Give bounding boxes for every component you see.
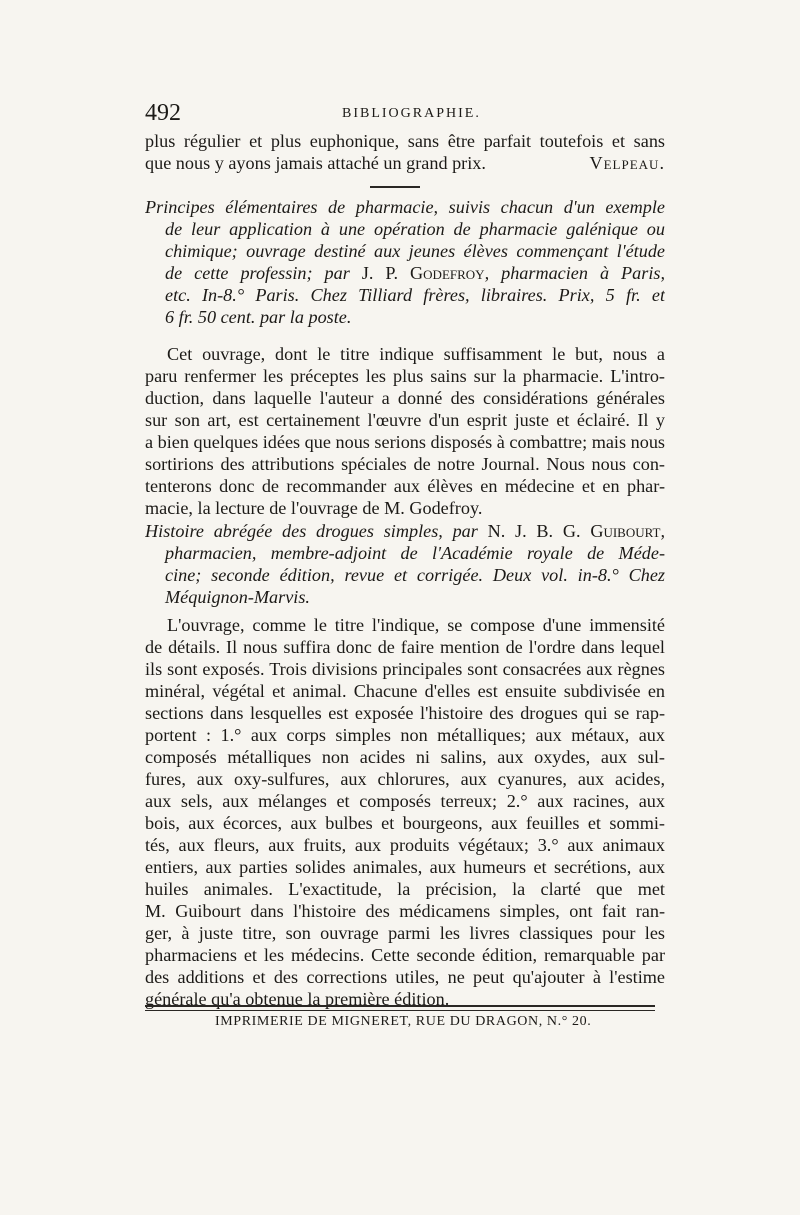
text-line: tenterons donc de recommander aux élèves en médecine et en phar-: [145, 476, 665, 496]
title-line: 6 fr. 50 cent. par la poste.: [165, 307, 352, 327]
text-line: sections dans lesquelles est exposée l'histoire des drogues qui se rap-: [145, 703, 665, 723]
text-line: entiers, aux parties solides animales, aux humeurs et secrétions, aux: [145, 857, 665, 877]
page-number: 492: [145, 100, 181, 126]
text-line: huiles animales. L'exactitude, la précision, la clarté que met: [145, 879, 665, 899]
title-line: Méquignon-Marvis.: [165, 587, 310, 607]
text-line: paru renfermer les préceptes les plus sains sur la pharmacie. L'intro-: [145, 366, 665, 386]
footer-rule: [145, 1005, 655, 1007]
text-line: fures, aux oxy-sulfures, aux chlorures, aux cyanures, aux acides,: [145, 769, 665, 789]
text-line: duction, dans laquelle l'auteur a donné des considérations générales: [145, 388, 665, 408]
title-line: cine; seconde édition, revue et corrigée. Deux vol. in-8.° Chez: [165, 565, 665, 585]
title-line: Principes élémentaires de pharmacie, suivis chacun d'un exemple: [145, 197, 665, 217]
page-header: [145, 100, 665, 132]
footer-rule-thin: [145, 1010, 655, 1011]
title-line: de leur application à une opération de pharmacie galénique ou: [165, 219, 665, 239]
printer-imprint: IMPRIMERIE DE MIGNERET, RUE DU DRAGON, N.° 20.: [215, 1014, 592, 1029]
text-line: L'ouvrage, comme le titre l'indique, se compose d'une immensité: [167, 615, 665, 635]
text-line: ger, à juste titre, son ouvrage parmi les livres classiques pour les: [145, 923, 665, 943]
text-line: M. Guibourt dans l'histoire des médicamens simples, ont fait ran-: [145, 901, 665, 921]
title-line: chimique; ouvrage destiné aux jeunes élèves commençant l'étude: [165, 241, 665, 261]
text-line: que nous y ayons jamais attaché un grand prix.: [145, 153, 486, 173]
entry2-review: [145, 614, 665, 1010]
text-line: des additions et des corrections utiles, ne peut qu'ajouter à l'estime: [145, 967, 665, 987]
text-line: de détails. Il nous suffira donc de faire mention de l'ordre dans lequel: [145, 637, 665, 657]
entry1-review: [145, 343, 665, 519]
text-line: sortirions des attributions spéciales de notre Journal. Nous nous con-: [145, 454, 665, 474]
text-line: bois, aux écorces, aux bulbes et bourgeons, aux feuilles et sommi-: [145, 813, 665, 833]
text-line: aux sels, aux mélanges et composés terreux; 2.° aux racines, aux: [145, 791, 665, 811]
running-title: BIBLIOGRAPHIE.: [342, 106, 481, 121]
title-line: Histoire abrégée des drogues simples, par N. J. B. G. Guibourt,: [145, 521, 665, 541]
text-line: plus régulier et plus euphonique, sans être parfait toutefois et sans: [145, 131, 665, 151]
section-separator: [370, 186, 420, 188]
text-line: macie, la lecture de l'ouvrage de M. Godefroy.: [145, 498, 483, 518]
text-line: tés, aux fleurs, aux fruits, aux produits végétaux; 3.° aux animaux: [145, 835, 665, 855]
text-line: a bien quelques idées que nous serions disposés à combattre; mais nous: [145, 432, 665, 452]
text-line: minéral, végétal et animal. Chacune d'elles est ensuite subdivisée en: [145, 681, 665, 701]
author-signature: Velpeau.: [589, 153, 665, 173]
text-line: Cet ouvrage, dont le titre indique suffisamment le but, nous a: [167, 344, 665, 364]
text-line: composés métalliques non acides ni salins, aux oxydes, aux sul-: [145, 747, 665, 767]
text-line: sur son art, est certainement l'œuvre d'un esprit juste et éclairé. Il y: [145, 410, 665, 430]
text-line: pharmaciens et les médecins. Cette seconde édition, remarquable par: [145, 945, 665, 965]
entry1-title: [145, 196, 665, 328]
intro-paragraph: [145, 130, 665, 174]
text-line: générale qu'a obtenue la première édition.: [145, 989, 450, 1009]
text-line: ils sont exposés. Trois divisions principales sont consacrées aux règnes: [145, 659, 665, 679]
title-line: etc. In-8.° Paris. Chez Tilliard frères, libraires. Prix, 5 fr. et: [165, 285, 665, 305]
title-line: de cette professin; par J. P. Godefroy, pharmacien à Paris,: [165, 263, 665, 283]
text-line: portent : 1.° aux corps simples non métalliques; aux métaux, aux: [145, 725, 665, 745]
entry2-title: [145, 520, 665, 608]
title-line: pharmacien, membre-adjoint de l'Académie royale de Méde-: [165, 543, 665, 563]
